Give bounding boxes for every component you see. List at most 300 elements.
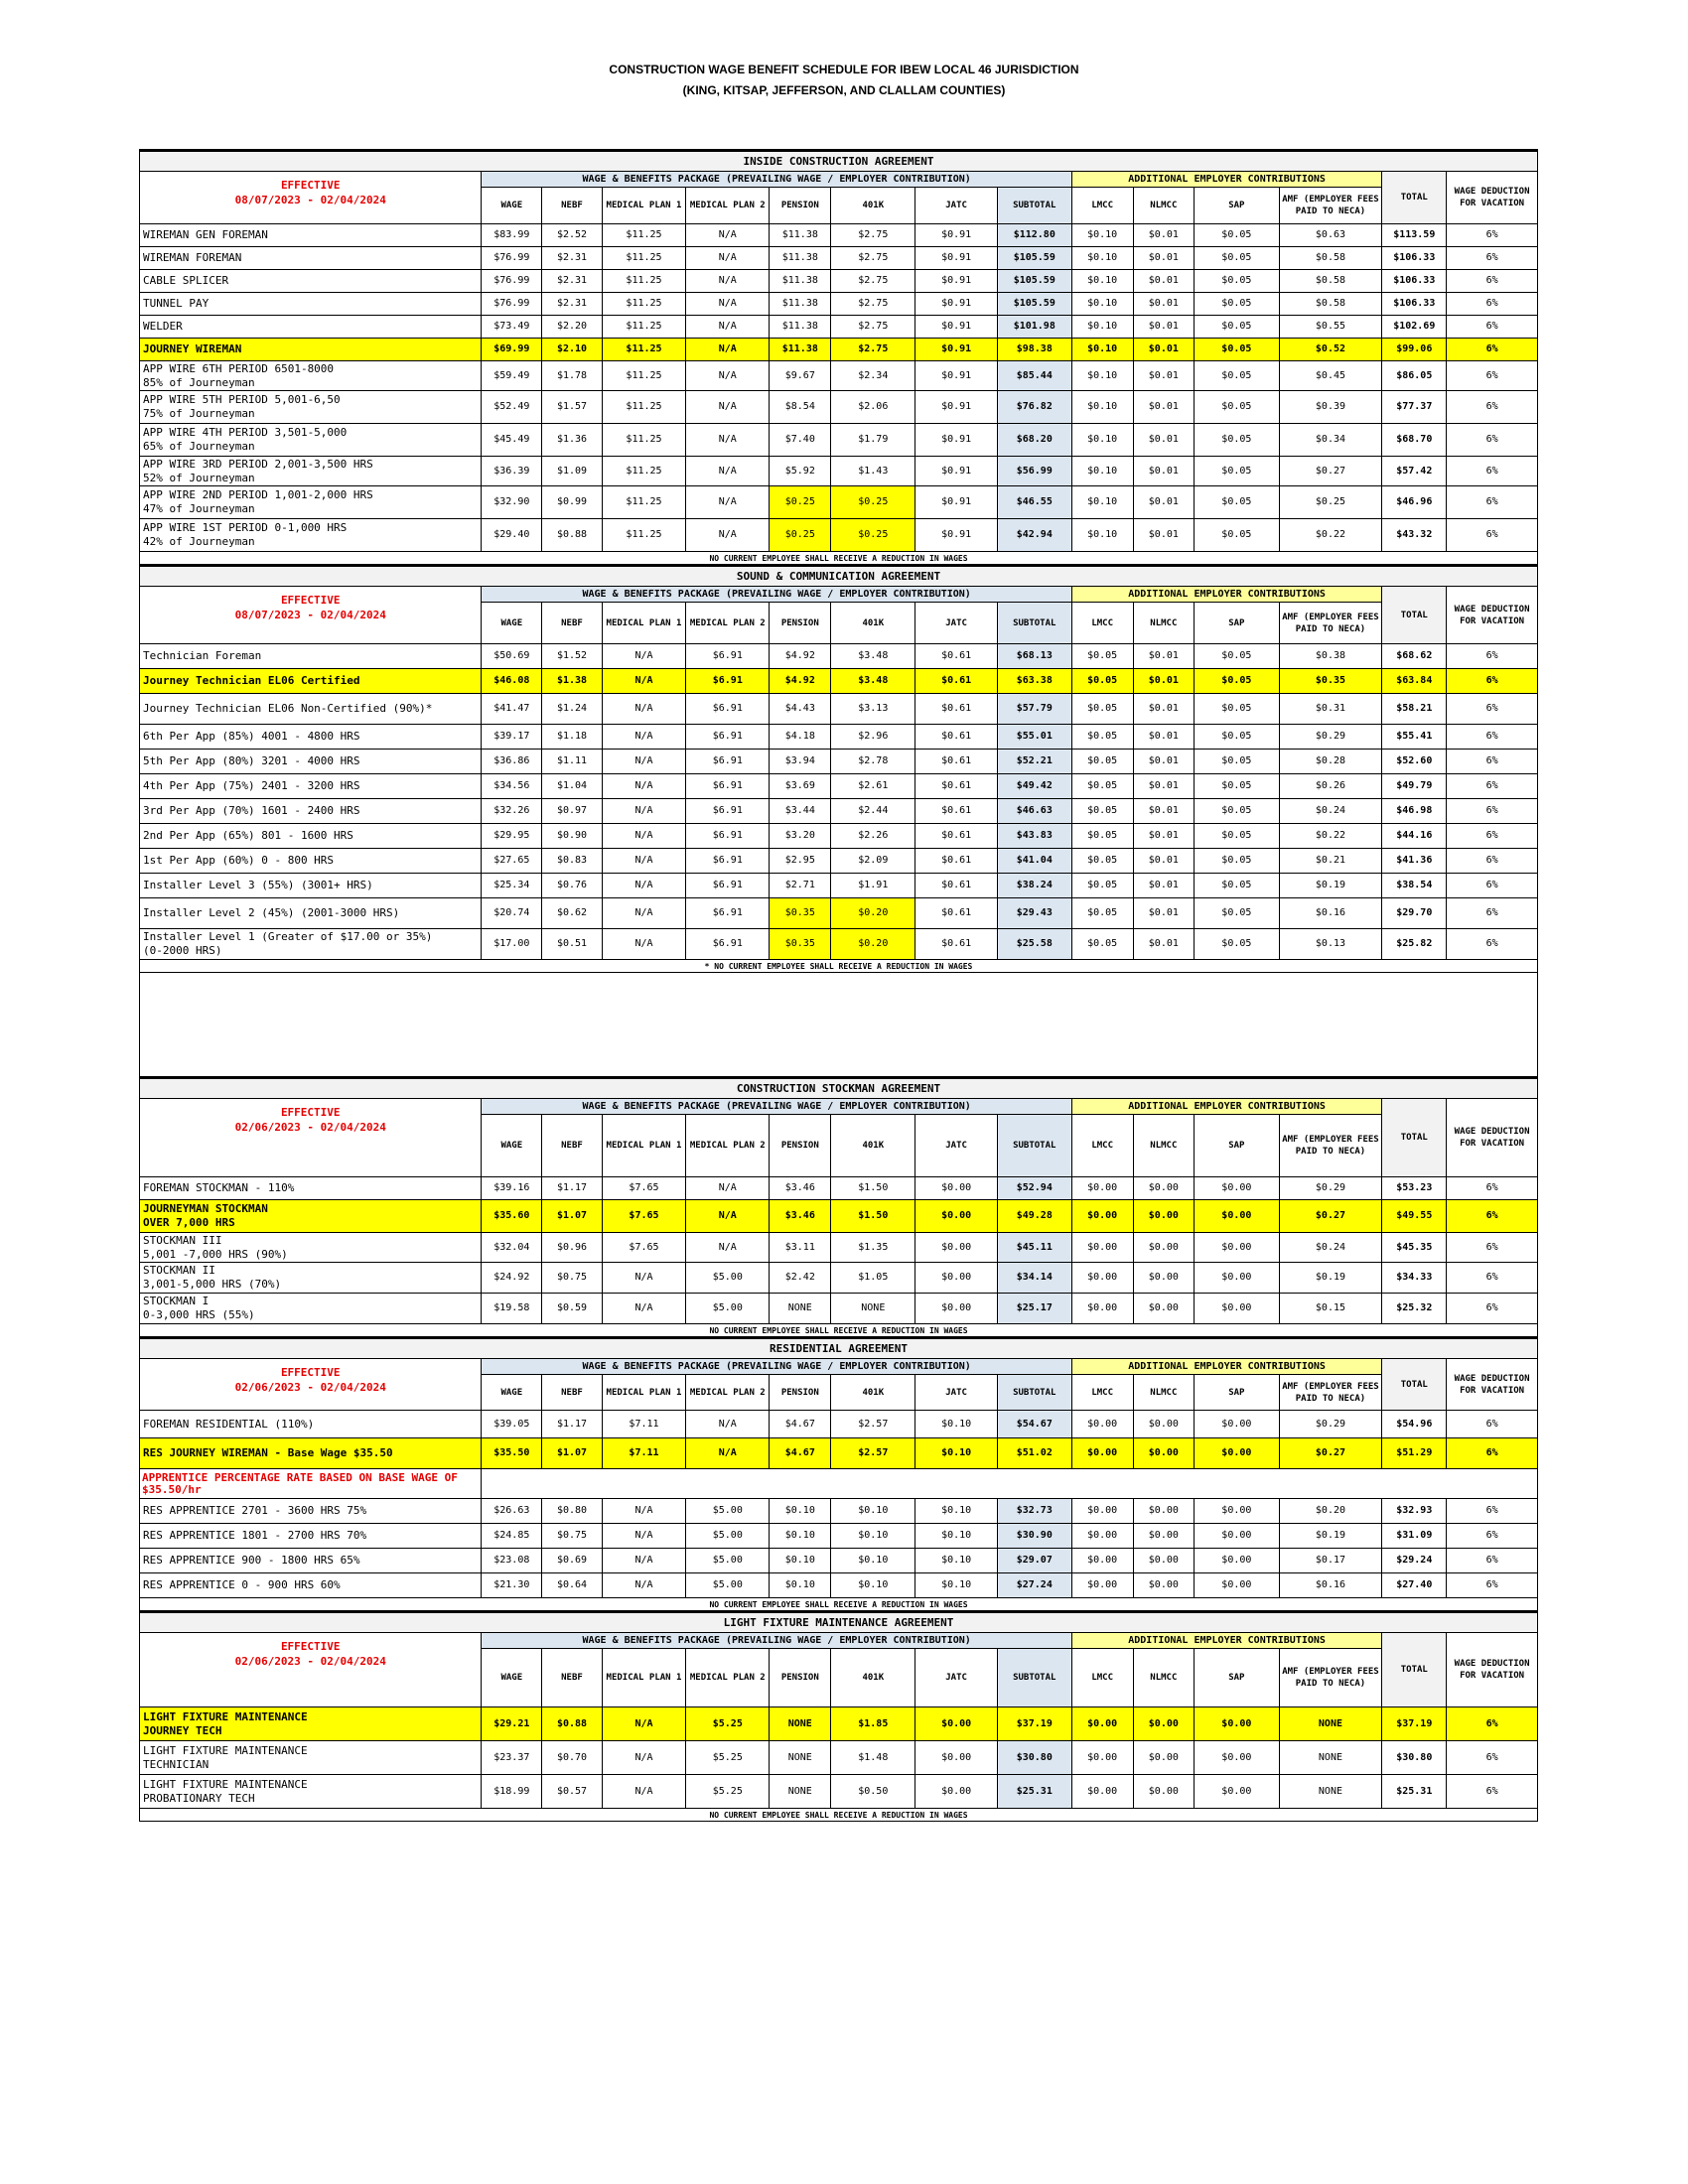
inside-title-row	[140, 151, 1538, 172]
row-label	[140, 774, 482, 799]
cell-nebf: $0.69	[542, 1549, 603, 1573]
cell-nlmcc: $0.01	[1133, 270, 1195, 293]
row-label-line-1: APP WIRE 5TH PERIOD 5,001-6,50	[143, 393, 341, 406]
inside-agreement-title: INSIDE CONSTRUCTION AGREEMENT	[140, 151, 1538, 172]
residential-title-row	[140, 1338, 1538, 1359]
cell-nebf: $0.75	[542, 1263, 603, 1294]
cell-total: $25.31	[1382, 1775, 1447, 1809]
cell-vac: 6%	[1447, 316, 1538, 339]
cell-lmcc: $0.10	[1071, 247, 1133, 270]
table-row	[140, 316, 1538, 339]
cell-lmcc: $0.05	[1071, 750, 1133, 774]
row-label-line-1: APP WIRE 6TH PERIOD 6501-8000	[143, 361, 335, 375]
row-label	[140, 1200, 482, 1233]
row-label-line-1: Installer Level 1 (Greater of $17.00 or 35%)	[143, 930, 433, 943]
cell-med2: $6.91	[686, 774, 770, 799]
cell-med2: N/A	[686, 424, 770, 457]
cell-subtotal: $68.20	[997, 424, 1071, 457]
cell-wage: $36.86	[482, 750, 542, 774]
cell-amf: NONE	[1279, 1775, 1382, 1809]
cell-sap: $0.00	[1195, 1177, 1279, 1200]
cell-jatc: $0.61	[915, 849, 997, 874]
cell-total: $30.80	[1382, 1741, 1447, 1775]
cell-pension: $0.35	[770, 898, 831, 929]
cell-wage: $76.99	[482, 247, 542, 270]
cell-jatc: $0.91	[915, 424, 997, 457]
column-header-nlmcc: NLMCC	[1133, 1649, 1195, 1707]
cell-med1: N/A	[602, 644, 685, 669]
cell-med1: $11.25	[602, 391, 685, 424]
cell-sap: $0.00	[1195, 1499, 1279, 1524]
light-vacation-header: WAGE DEDUCTION FOR VACATION	[1447, 1633, 1538, 1707]
column-header-subtotal: SUBTOTAL	[997, 1649, 1071, 1707]
cell-lmcc: $0.10	[1071, 224, 1133, 247]
cell-pension: $11.38	[770, 316, 831, 339]
cell-wage: $32.26	[482, 799, 542, 824]
cell-sap: $0.05	[1195, 874, 1279, 898]
cell-lmcc: $0.10	[1071, 457, 1133, 486]
cell-wage: $26.63	[482, 1499, 542, 1524]
cell-lmcc: $0.05	[1071, 799, 1133, 824]
row-label	[140, 424, 482, 457]
cell-nebf: $0.75	[542, 1524, 603, 1549]
inside-vacation-header: WAGE DEDUCTION FOR VACATION	[1447, 172, 1538, 224]
cell-amf: $0.24	[1279, 1233, 1382, 1263]
cell-jatc: $0.61	[915, 669, 997, 694]
sound-note-row	[140, 960, 1538, 973]
row-label-line-1: 2nd Per App (65%) 801 - 1600 HRS	[143, 829, 353, 842]
title-line-1: CONSTRUCTION WAGE BENEFIT SCHEDULE FOR IBEW LOCAL 46 JURISDICTION	[609, 63, 1079, 76]
column-header-k401: 401K	[831, 1115, 915, 1177]
cell-nebf: $1.09	[542, 457, 603, 486]
row-label	[140, 644, 482, 669]
column-header-pension: PENSION	[770, 1649, 831, 1707]
table-row	[140, 725, 1538, 750]
column-header-k401: 401K	[831, 603, 915, 644]
cell-nebf: $0.64	[542, 1573, 603, 1598]
cell-sap: $0.05	[1195, 391, 1279, 424]
row-label-line-1: STOCKMAN I	[143, 1295, 210, 1307]
table-row	[140, 1263, 1538, 1294]
cell-sap: $0.00	[1195, 1707, 1279, 1741]
cell-k401: $0.25	[831, 519, 915, 552]
cell-jatc: $0.91	[915, 293, 997, 316]
cell-med2: N/A	[686, 247, 770, 270]
cell-sap: $0.05	[1195, 849, 1279, 874]
cell-wage: $18.99	[482, 1775, 542, 1809]
row-label	[140, 361, 482, 391]
cell-k401: $2.61	[831, 774, 915, 799]
cell-nlmcc: $0.01	[1133, 339, 1195, 361]
row-label	[140, 1411, 482, 1438]
row-label	[140, 1707, 482, 1741]
cell-pension: $9.67	[770, 361, 831, 391]
cell-med1: N/A	[602, 1549, 685, 1573]
cell-amf: $0.55	[1279, 316, 1382, 339]
row-label	[140, 750, 482, 774]
cell-k401: $2.75	[831, 316, 915, 339]
row-label-line-1: RES APPRENTICE 0 - 900 HRS 60%	[143, 1578, 341, 1591]
cell-vac: 6%	[1447, 725, 1538, 750]
cell-k401: $0.10	[831, 1573, 915, 1598]
table-row	[140, 799, 1538, 824]
cell-nlmcc: $0.00	[1133, 1200, 1195, 1233]
column-header-nlmcc: NLMCC	[1133, 188, 1195, 224]
cell-sap: $0.05	[1195, 725, 1279, 750]
row-label-line-1: Installer Level 2 (45%) (2001-3000 HRS)	[143, 906, 400, 919]
row-label-line-2: 5,001 -7,000 HRS (90%)	[143, 1247, 288, 1261]
cell-total: $25.32	[1382, 1294, 1447, 1324]
row-label	[140, 1294, 482, 1324]
cell-med1: $7.11	[602, 1411, 685, 1438]
cell-pension: $0.10	[770, 1524, 831, 1549]
column-header-sap: SAP	[1195, 188, 1279, 224]
table-row	[140, 1200, 1538, 1233]
cell-sap: $0.05	[1195, 898, 1279, 929]
cell-total: $68.62	[1382, 644, 1447, 669]
cell-subtotal: $46.63	[997, 799, 1071, 824]
residential-additional-header: ADDITIONAL EMPLOYER CONTRIBUTIONS	[1071, 1359, 1382, 1375]
cell-nebf: $1.11	[542, 750, 603, 774]
cell-med1: N/A	[602, 824, 685, 849]
cell-wage: $24.92	[482, 1263, 542, 1294]
cell-total: $68.70	[1382, 424, 1447, 457]
cell-nlmcc: $0.01	[1133, 694, 1195, 725]
cell-k401: $1.35	[831, 1233, 915, 1263]
cell-med1: $11.25	[602, 316, 685, 339]
cell-nebf: $0.90	[542, 824, 603, 849]
cell-wage: $29.21	[482, 1707, 542, 1741]
cell-vac: 6%	[1447, 774, 1538, 799]
stockman-vacation-header: WAGE DEDUCTION FOR VACATION	[1447, 1099, 1538, 1177]
cell-nlmcc: $0.00	[1133, 1707, 1195, 1741]
row-label	[140, 1438, 482, 1469]
cell-nlmcc: $0.01	[1133, 247, 1195, 270]
cell-pension: $4.18	[770, 725, 831, 750]
row-label	[140, 316, 482, 339]
cell-sap: $0.00	[1195, 1294, 1279, 1324]
section-gap	[140, 973, 1538, 1078]
cell-amf: $0.21	[1279, 849, 1382, 874]
cell-amf: $0.58	[1279, 270, 1382, 293]
cell-lmcc: $0.10	[1071, 519, 1133, 552]
cell-jatc: $0.10	[915, 1573, 997, 1598]
residential-effective-dates	[140, 1359, 482, 1411]
sound-package-header: WAGE & BENEFITS PACKAGE (PREVAILING WAGE / EMPLOYER CONTRIBUTION)	[482, 587, 1071, 603]
cell-amf: $0.27	[1279, 457, 1382, 486]
row-label	[140, 1573, 482, 1598]
cell-jatc: $0.00	[915, 1200, 997, 1233]
cell-total: $25.82	[1382, 929, 1447, 960]
cell-lmcc: $0.10	[1071, 293, 1133, 316]
cell-sap: $0.05	[1195, 424, 1279, 457]
cell-med2: N/A	[686, 293, 770, 316]
cell-pension: $3.44	[770, 799, 831, 824]
cell-med1: $7.11	[602, 1438, 685, 1469]
row-label-line-1: STOCKMAN II	[143, 1264, 215, 1277]
cell-subtotal: $29.07	[997, 1549, 1071, 1573]
cell-jatc: $0.00	[915, 1177, 997, 1200]
cell-med2: $6.91	[686, 694, 770, 725]
cell-med2: N/A	[686, 339, 770, 361]
cell-k401: $1.91	[831, 874, 915, 898]
light-additional-header: ADDITIONAL EMPLOYER CONTRIBUTIONS	[1071, 1633, 1382, 1649]
column-header-nebf: NEBF	[542, 1649, 603, 1707]
cell-subtotal: $41.04	[997, 849, 1071, 874]
cell-k401: $2.78	[831, 750, 915, 774]
cell-nebf: $0.88	[542, 519, 603, 552]
inside-note-row	[140, 552, 1538, 566]
cell-nebf: $0.97	[542, 799, 603, 824]
cell-total: $29.24	[1382, 1549, 1447, 1573]
cell-pension: NONE	[770, 1741, 831, 1775]
row-label-line-1: RES JOURNEY WIREMAN - Base Wage $35.50	[143, 1446, 393, 1459]
cell-jatc: $0.91	[915, 247, 997, 270]
column-header-med1: MEDICAL PLAN 1	[602, 1375, 685, 1411]
cell-wage: $50.69	[482, 644, 542, 669]
cell-pension: $11.38	[770, 293, 831, 316]
cell-vac: 6%	[1447, 247, 1538, 270]
row-label-line-2: 42% of Journeyman	[143, 535, 255, 548]
residential-package-header: WAGE & BENEFITS PACKAGE (PREVAILING WAGE / EMPLOYER CONTRIBUTION)	[482, 1359, 1071, 1375]
cell-sap: $0.05	[1195, 824, 1279, 849]
cell-nlmcc: $0.01	[1133, 424, 1195, 457]
cell-jatc: $0.10	[915, 1549, 997, 1573]
cell-jatc: $0.91	[915, 457, 997, 486]
cell-med2: N/A	[686, 519, 770, 552]
cell-sap: $0.05	[1195, 750, 1279, 774]
light-note-row	[140, 1809, 1538, 1822]
cell-nlmcc: $0.01	[1133, 519, 1195, 552]
row-label	[140, 270, 482, 293]
row-label	[140, 898, 482, 929]
cell-jatc: $0.91	[915, 361, 997, 391]
cell-k401: $0.20	[831, 898, 915, 929]
cell-subtotal: $57.79	[997, 694, 1071, 725]
cell-k401: $2.75	[831, 339, 915, 361]
cell-vac: 6%	[1447, 750, 1538, 774]
cell-med2: $5.00	[686, 1263, 770, 1294]
cell-nlmcc: $0.00	[1133, 1294, 1195, 1324]
cell-pension: NONE	[770, 1294, 831, 1324]
cell-vac: 6%	[1447, 669, 1538, 694]
cell-total: $49.55	[1382, 1200, 1447, 1233]
cell-pension: $3.46	[770, 1177, 831, 1200]
effective-label: EFFECTIVE	[280, 1106, 341, 1119]
row-label	[140, 1177, 482, 1200]
cell-med2: N/A	[686, 1411, 770, 1438]
row-label	[140, 247, 482, 270]
cell-pension: $11.38	[770, 247, 831, 270]
cell-lmcc: $0.05	[1071, 929, 1133, 960]
row-label-line-2: 0-3,000 HRS (55%)	[143, 1308, 255, 1321]
table-row	[140, 339, 1538, 361]
cell-total: $46.98	[1382, 799, 1447, 824]
cell-lmcc: $0.05	[1071, 644, 1133, 669]
table-row	[140, 1499, 1538, 1524]
cell-total: $49.79	[1382, 774, 1447, 799]
table-row	[140, 694, 1538, 725]
cell-jatc: $0.10	[915, 1499, 997, 1524]
cell-vac: 6%	[1447, 361, 1538, 391]
cell-vac: 6%	[1447, 1707, 1538, 1741]
row-label-line-1: 3rd Per App (70%) 1601 - 2400 HRS	[143, 804, 360, 817]
column-header-subtotal: SUBTOTAL	[997, 1115, 1071, 1177]
cell-lmcc: $0.00	[1071, 1775, 1133, 1809]
cell-nebf: $2.31	[542, 270, 603, 293]
effective-date-range: 08/07/2023 - 02/04/2024	[234, 609, 386, 621]
table-row	[140, 1775, 1538, 1809]
cell-nebf: $0.70	[542, 1741, 603, 1775]
cell-med1: $11.25	[602, 457, 685, 486]
column-header-amf: AMF (EMPLOYER FEES PAID TO NECA)	[1279, 1115, 1382, 1177]
column-header-jatc: JATC	[915, 1375, 997, 1411]
inside-effective-dates	[140, 172, 482, 224]
cell-med1: N/A	[602, 1707, 685, 1741]
column-header-pension: PENSION	[770, 1115, 831, 1177]
cell-nebf: $0.62	[542, 898, 603, 929]
table-row	[140, 644, 1538, 669]
table-row	[140, 1741, 1538, 1775]
cell-nlmcc: $0.01	[1133, 929, 1195, 960]
cell-subtotal: $46.55	[997, 486, 1071, 519]
cell-subtotal: $85.44	[997, 361, 1071, 391]
cell-sap: $0.00	[1195, 1549, 1279, 1573]
cell-total: $106.33	[1382, 247, 1447, 270]
cell-med2: $6.91	[686, 799, 770, 824]
cell-jatc: $0.00	[915, 1233, 997, 1263]
row-label-line-1: WIREMAN FOREMAN	[143, 251, 242, 264]
stockman-title-row	[140, 1078, 1538, 1099]
cell-k401: $0.50	[831, 1775, 915, 1809]
cell-k401: $2.57	[831, 1438, 915, 1469]
table-row	[140, 270, 1538, 293]
cell-vac: 6%	[1447, 1294, 1538, 1324]
column-header-wage: WAGE	[482, 1115, 542, 1177]
row-label	[140, 874, 482, 898]
stockman-wage-reduction-note: NO CURRENT EMPLOYEE SHALL RECEIVE A REDUCTION IN WAGES	[140, 1324, 1538, 1338]
stockman-package-header: WAGE & BENEFITS PACKAGE (PREVAILING WAGE / EMPLOYER CONTRIBUTION)	[482, 1099, 1071, 1115]
cell-pension: $0.10	[770, 1549, 831, 1573]
cell-wage: $46.08	[482, 669, 542, 694]
cell-nebf: $0.83	[542, 849, 603, 874]
cell-subtotal: $45.11	[997, 1233, 1071, 1263]
cell-med1: $11.25	[602, 224, 685, 247]
cell-k401: $2.57	[831, 1411, 915, 1438]
cell-total: $31.09	[1382, 1524, 1447, 1549]
cell-k401: $2.09	[831, 849, 915, 874]
cell-vac: 6%	[1447, 874, 1538, 898]
cell-amf: $0.20	[1279, 1499, 1382, 1524]
cell-k401: $1.05	[831, 1263, 915, 1294]
cell-total: $57.42	[1382, 457, 1447, 486]
column-header-jatc: JATC	[915, 1115, 997, 1177]
cell-sap: $0.05	[1195, 774, 1279, 799]
sound-total-header: TOTAL	[1382, 587, 1447, 644]
row-label	[140, 669, 482, 694]
cell-sap: $0.00	[1195, 1741, 1279, 1775]
cell-total: $27.40	[1382, 1573, 1447, 1598]
cell-pension: $4.67	[770, 1411, 831, 1438]
cell-amf: $0.35	[1279, 669, 1382, 694]
cell-pension: $0.10	[770, 1573, 831, 1598]
cell-subtotal: $98.38	[997, 339, 1071, 361]
cell-total: $58.21	[1382, 694, 1447, 725]
sound-header-row-1	[140, 587, 1538, 603]
cell-wage: $35.50	[482, 1438, 542, 1469]
cell-total: $29.70	[1382, 898, 1447, 929]
cell-subtotal: $30.80	[997, 1741, 1071, 1775]
column-header-k401: 401K	[831, 1649, 915, 1707]
cell-jatc: $0.61	[915, 874, 997, 898]
row-label	[140, 519, 482, 552]
column-header-med2: MEDICAL PLAN 2	[686, 1375, 770, 1411]
cell-med2: $5.00	[686, 1499, 770, 1524]
cell-lmcc: $0.00	[1071, 1707, 1133, 1741]
cell-med2: N/A	[686, 1177, 770, 1200]
cell-pension: $11.38	[770, 270, 831, 293]
cell-sap: $0.00	[1195, 1524, 1279, 1549]
row-label-line-2: 3,001-5,000 HRS (70%)	[143, 1278, 282, 1291]
cell-vac: 6%	[1447, 1741, 1538, 1775]
cell-nlmcc: $0.01	[1133, 849, 1195, 874]
cell-k401: $0.10	[831, 1524, 915, 1549]
cell-nlmcc: $0.01	[1133, 799, 1195, 824]
cell-vac: 6%	[1447, 1549, 1538, 1573]
cell-pension: $0.10	[770, 1499, 831, 1524]
cell-nebf: $1.38	[542, 669, 603, 694]
cell-wage: $83.99	[482, 224, 542, 247]
cell-k401: $2.96	[831, 725, 915, 750]
table-row	[140, 1294, 1538, 1324]
cell-pension: $7.40	[770, 424, 831, 457]
table-row	[140, 1438, 1538, 1469]
cell-k401: $2.75	[831, 270, 915, 293]
cell-subtotal: $54.67	[997, 1411, 1071, 1438]
apprentice-rule-blank	[482, 1469, 1538, 1499]
table-row	[140, 669, 1538, 694]
cell-vac: 6%	[1447, 1775, 1538, 1809]
cell-med1: N/A	[602, 1524, 685, 1549]
cell-med1: N/A	[602, 1263, 685, 1294]
column-header-med2: MEDICAL PLAN 2	[686, 1115, 770, 1177]
cell-wage: $59.49	[482, 361, 542, 391]
cell-subtotal: $105.59	[997, 270, 1071, 293]
row-label-line-1: 6th Per App (85%) 4001 - 4800 HRS	[143, 730, 360, 743]
cell-total: $99.06	[1382, 339, 1447, 361]
cell-sap: $0.05	[1195, 457, 1279, 486]
row-label	[140, 1775, 482, 1809]
cell-med1: N/A	[602, 1741, 685, 1775]
cell-med2: $6.91	[686, 824, 770, 849]
cell-subtotal: $56.99	[997, 457, 1071, 486]
cell-nebf: $0.51	[542, 929, 603, 960]
cell-sap: $0.00	[1195, 1200, 1279, 1233]
cell-nlmcc: $0.01	[1133, 774, 1195, 799]
cell-sap: $0.00	[1195, 1411, 1279, 1438]
cell-med2: $6.91	[686, 669, 770, 694]
row-label	[140, 694, 482, 725]
cell-sap: $0.05	[1195, 644, 1279, 669]
cell-wage: $21.30	[482, 1573, 542, 1598]
stockman-effective-dates	[140, 1099, 482, 1177]
cell-med2: $5.00	[686, 1549, 770, 1573]
cell-subtotal: $29.43	[997, 898, 1071, 929]
cell-subtotal: $25.17	[997, 1294, 1071, 1324]
cell-amf: $0.26	[1279, 774, 1382, 799]
cell-k401: $1.85	[831, 1707, 915, 1741]
cell-med1: N/A	[602, 750, 685, 774]
